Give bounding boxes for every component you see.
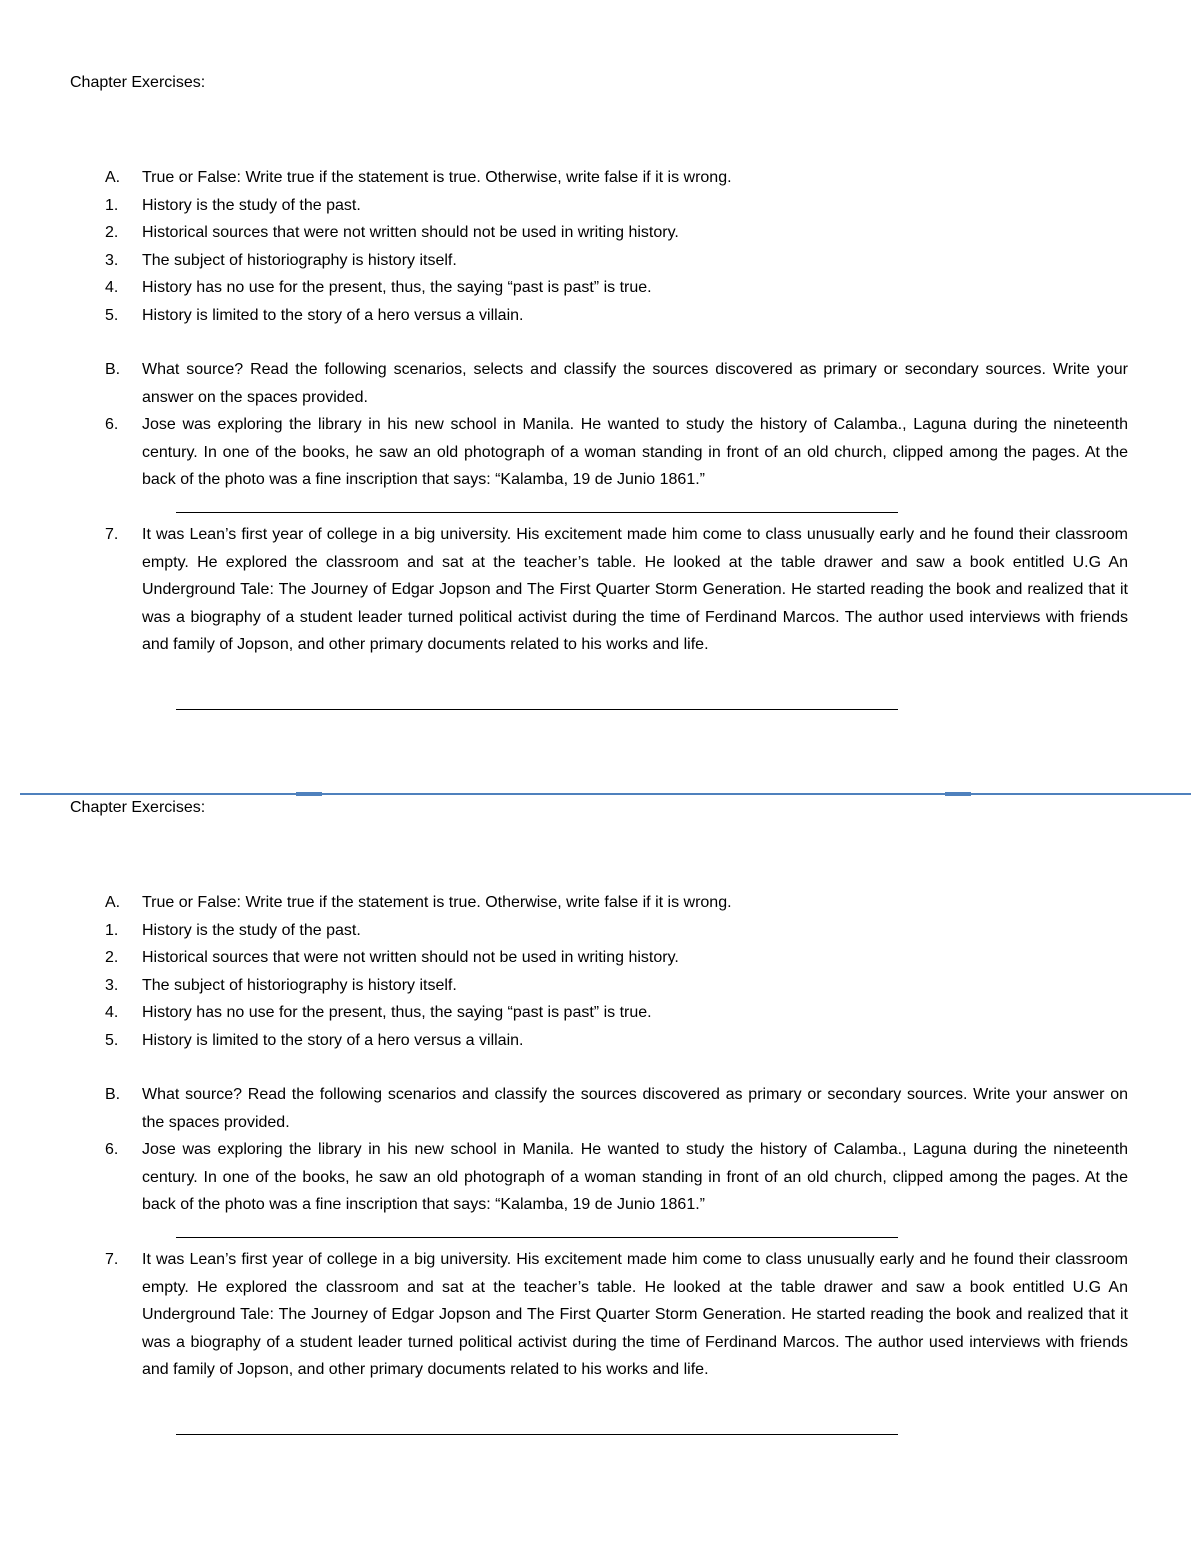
scenario-text: It was Lean’s first year of college in a big university. His excitement made him come to class unusually early and he found their classroom empty. He explored the classroom and sat at the teacher’s table. He looked at the table drawer and saw a book entitled U.G An Underground Tale: The Journey of Edgar Jopson and The First Quarter Storm Generation. He started reading the book and realized that it was a biography of a student leader turned political activist during the time of Ferdinand Marcos. The author used interviews with friends and family of Jopson, and other primary documents related to his works and life. bbox=[142, 526, 1128, 653]
question-number: 2. bbox=[105, 949, 119, 966]
scenario-item bbox=[105, 1136, 1128, 1219]
scenario-item bbox=[105, 411, 1128, 494]
question-number: 4. bbox=[105, 279, 119, 296]
question-text: History is limited to the story of a hero versus a villain. bbox=[142, 1031, 524, 1049]
section-a-heading bbox=[105, 164, 1128, 192]
question-text: The subject of historiography is history itself. bbox=[142, 976, 457, 994]
section-label: A. bbox=[105, 894, 121, 911]
question-number: 1. bbox=[105, 921, 119, 939]
scenario-text: Jose was exploring the library in his new school in Manila. He wanted to study the history of Calamba., Laguna during the nineteenth century. In one of the books, he saw an old photograph of a woman standing in front of an old church, clipped among the pages. At the back of the photo was a fine inscription that says: “Kalamba, 19 de Junio 1861.” bbox=[142, 416, 1128, 488]
section-label: A. bbox=[105, 169, 121, 186]
question-item bbox=[105, 999, 1128, 1027]
question-text: The subject of historiography is history itself. bbox=[142, 251, 457, 269]
question-number: 2. bbox=[105, 224, 119, 241]
answer-line[interactable] bbox=[176, 1434, 898, 1435]
answer-line[interactable] bbox=[176, 709, 898, 710]
question-item bbox=[105, 917, 1128, 945]
answer-line[interactable] bbox=[176, 512, 898, 513]
question-item bbox=[105, 944, 1128, 972]
question-item bbox=[105, 1027, 1128, 1055]
section-instructions: What source? Read the following scenarios and classify the sources discovered as primary or secondary sources. Write your answer on the spaces provided. bbox=[142, 1086, 1128, 1131]
question-text: History is the study of the past. bbox=[142, 196, 361, 214]
question-text: History has no use for the present, thus, the saying “past is past” is true. bbox=[142, 1004, 652, 1021]
question-number: 1. bbox=[105, 196, 119, 214]
question-item bbox=[105, 247, 1128, 275]
section-b-heading bbox=[105, 1081, 1128, 1136]
question-text: Historical sources that were not written should not be used in writing history. bbox=[142, 949, 679, 966]
question-number: 3. bbox=[105, 976, 119, 994]
question-number: 7. bbox=[105, 526, 119, 543]
exercise-sheet-1 bbox=[0, 0, 1200, 740]
question-item bbox=[105, 972, 1128, 1000]
scenario-item bbox=[105, 1246, 1128, 1384]
question-item bbox=[105, 219, 1128, 247]
question-number: 3. bbox=[105, 251, 119, 269]
question-number: 4. bbox=[105, 1004, 119, 1021]
page-title: Chapter Exercises: bbox=[70, 74, 206, 91]
section-instructions: True or False: Write true if the statement is true. Otherwise, write false if it is wrong. bbox=[142, 169, 732, 186]
section-label: B. bbox=[105, 1086, 121, 1103]
question-item bbox=[105, 192, 1128, 220]
section-a-heading bbox=[105, 889, 1128, 917]
question-number: 6. bbox=[105, 1141, 119, 1158]
question-number: 7. bbox=[105, 1251, 119, 1268]
exercise-sheet-2 bbox=[0, 725, 1200, 1465]
section-instructions: True or False: Write true if the statement is true. Otherwise, write false if it is wrong. bbox=[142, 894, 732, 911]
section-label: B. bbox=[105, 361, 121, 378]
section-b-heading bbox=[105, 356, 1128, 411]
scenario-text: Jose was exploring the library in his new school in Manila. He wanted to study the history of Calamba., Laguna during the nineteenth century. In one of the books, he saw an old photograph of a woman standing in front of an old church, clipped among the pages. At the back of the photo was a fine inscription that says: “Kalamba, 19 de Junio 1861.” bbox=[142, 1141, 1128, 1213]
question-number: 5. bbox=[105, 306, 119, 324]
section-instructions: What source? Read the following scenarios, selects and classify the sources discovered as primary or secondary sources. Write your answer on the spaces provided. bbox=[142, 361, 1128, 406]
question-text: Historical sources that were not written should not be used in writing history. bbox=[142, 224, 679, 241]
page-title: Chapter Exercises: bbox=[70, 799, 206, 816]
answer-line[interactable] bbox=[176, 1237, 898, 1238]
question-text: History is the study of the past. bbox=[142, 921, 361, 939]
question-number: 6. bbox=[105, 416, 119, 433]
scenario-text: It was Lean’s first year of college in a big university. His excitement made him come to class unusually early and he found their classroom empty. He explored the classroom and sat at the teacher’s table. He looked at the table drawer and saw a book entitled U.G An Underground Tale: The Journey of Edgar Jopson and The First Quarter Storm Generation. He started reading the book and realized that it was a biography of a student leader turned political activist during the time of Ferdinand Marcos. The author used interviews with friends and family of Jopson, and other primary documents related to his works and life. bbox=[142, 1251, 1128, 1378]
scenario-item bbox=[105, 521, 1128, 659]
question-text: History is limited to the story of a hero versus a villain. bbox=[142, 306, 524, 324]
question-number: 5. bbox=[105, 1031, 119, 1049]
question-item bbox=[105, 302, 1128, 330]
question-text: History has no use for the present, thus, the saying “past is past” is true. bbox=[142, 279, 652, 296]
question-item bbox=[105, 274, 1128, 302]
